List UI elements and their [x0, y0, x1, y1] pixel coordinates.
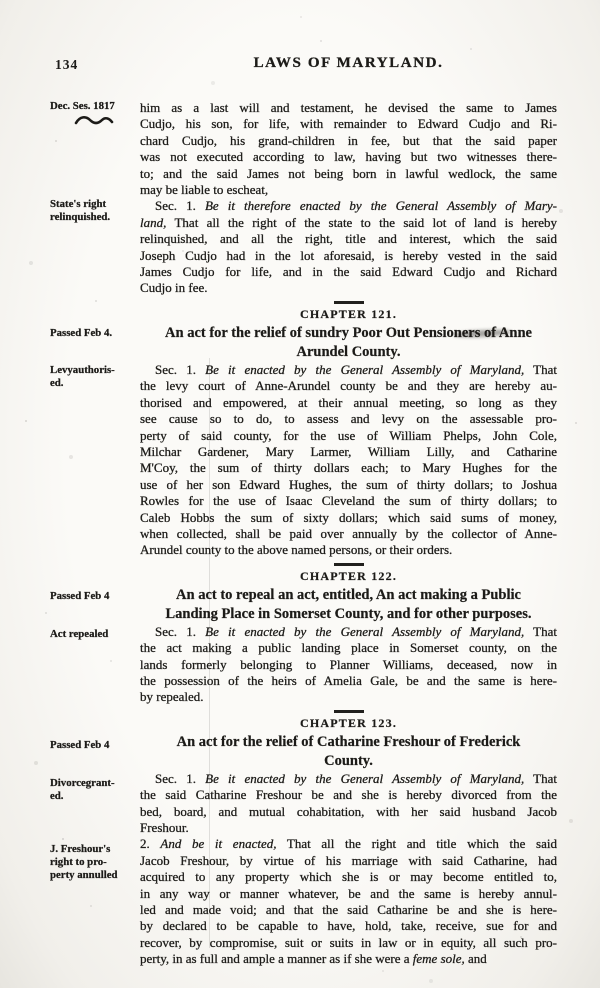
text-line: Dec. Ses. 1817 [50, 100, 115, 112]
text-line: lands formerly belonging to Planner Williams, deceased, now in [140, 656, 557, 672]
text-line: relinquished, and all the right, title and interest, which the said [140, 231, 557, 247]
text-line: the levy court of Anne-Arundel county be and they are hereby au- [140, 378, 557, 394]
text-line: Levyauthoris- [50, 364, 115, 376]
margin-note-passed-123 [50, 739, 138, 752]
section-brace-squiggle-icon [74, 115, 114, 127]
margin-note-property-annulled [50, 843, 138, 882]
text-line: use of her son Edward Hughes, the sum of thirty dollars; to Joshua [140, 476, 557, 492]
text-line: thorised and empowered, at their annual meeting, so long as they [140, 394, 557, 410]
text-line: Sec. 1. Be it therefore enacted by the General Assembly of Mary- [155, 198, 557, 214]
text-line: Sec. 1. Be it enacted by the General Assembly of Maryland, That [155, 361, 557, 377]
text-line: County. [324, 752, 373, 769]
text-line: An act for the relief of Catharine Freshour of Frederick [176, 733, 521, 750]
chapter-heading-123: CHAPTER 123. [299, 715, 398, 730]
margin-note-act-repealed [50, 628, 138, 641]
paragraph-will-continuation [140, 100, 557, 198]
text-line: Arundel county to the above named persons, or their orders. [140, 542, 453, 558]
text-line: perty of said county, for the use of William Phelps, John Cole, [140, 427, 557, 443]
text-line: Rowles for the use of Isaac Cleveland the sum of thirty dollars; to [140, 493, 557, 509]
text-line: to; and the said James not being born in lawful wedlock, the same [140, 165, 557, 181]
text-line: Passed Feb 4. [50, 327, 113, 339]
text-line: M'Coy, the sum of thirty dollars each; to Mary Hughes for the [140, 460, 557, 476]
text-line: Divorcegrant- [50, 777, 115, 789]
section-divider [334, 563, 364, 566]
text-line: by repealed. [140, 689, 204, 705]
page-number: 134 [55, 57, 79, 72]
text-line: may be liable to escheat, [140, 182, 269, 198]
margin-note-passed-121 [50, 327, 138, 340]
text-line: Sec. 1. Be it enacted by the General Assembly of Maryland, That [155, 770, 557, 786]
paragraph-ch123-sec1 [140, 771, 557, 968]
act-title-122 [140, 586, 557, 624]
text-line: An act to repeal an act, entitled, An act making a Public [176, 586, 521, 603]
text-line: Passed Feb 4 [50, 590, 110, 602]
chapter-heading-121: CHAPTER 121. [299, 306, 398, 321]
section-divider [334, 301, 364, 304]
text-line: land, That all the right of the state to the said lot of land is hereby [140, 214, 557, 230]
margin-note-divorce-granted [50, 777, 138, 803]
chapter-heading-122: CHAPTER 122. [299, 568, 398, 583]
section-divider [334, 710, 364, 713]
text-line: recover, by compromise, suit or suits in law or in equity, all such pro- [140, 934, 557, 950]
text-line: Act repealed [50, 628, 109, 640]
paper-noise [0, 0, 2, 2]
text-line: ed. [50, 377, 64, 389]
margin-note-levy-authorised [50, 364, 138, 390]
paragraph-state-right-sec1 [140, 198, 557, 296]
margin-note-passed-122 [50, 590, 138, 603]
text-line: Jacob Freshour, by virtue of his marriage with said Catharine, had [140, 852, 557, 868]
text-line: Cudjo, his son, for life, with remainder to Edward Cudjo and Ri- [140, 116, 557, 132]
act-title-123 [140, 733, 557, 771]
margin-note-session [50, 100, 138, 127]
paragraph-ch122-sec1 [140, 624, 557, 706]
text-line: him as a last will and testament, he devised the same to James [140, 100, 557, 115]
margin-note-text [50, 100, 138, 113]
text-line: right to pro- [50, 856, 107, 868]
text-line: Caleb Hobbs the sum of sixty dollars; which said sums of money, [140, 509, 557, 525]
text-line: see cause so to do, to assess and levy on the assessable pro- [140, 411, 557, 427]
text-line: perty, in as full and ample a manner as if she were a feme sole, and [140, 951, 487, 967]
text-line: Joseph Cudjo had in the lot aforesaid, is hereby vested in the said [140, 247, 557, 263]
text-line: acquired to any property which she is or may become entitled to, [140, 869, 557, 885]
text-line: 2. And be it enacted, That all the right and title which the said [140, 836, 557, 852]
text-line: Freshour. [140, 820, 189, 835]
text-line: J. Freshour's [50, 843, 111, 855]
text-line: relinquished. [50, 211, 111, 223]
paragraph-ch121-sec1 [140, 362, 557, 559]
running-header: LAWS OF MARYLAND. [253, 55, 444, 71]
text-line: led and made void; and that the said Catharine be and she is here- [140, 902, 557, 918]
text-line: Cudjo in fee. [140, 280, 208, 296]
text-line: Landing Place in Somerset County, and for other purposes. [165, 605, 532, 622]
text-line: State's right [50, 198, 107, 210]
text-line: the possession of the heirs of Amelia Gale, be and the same is here- [140, 672, 557, 688]
text-line: ed. [50, 790, 64, 802]
margin-note-states-right [50, 198, 138, 224]
text-line: Passed Feb 4 [50, 739, 110, 751]
text-line: chard Cudjo, his grand-children in fee, but that the said paper [140, 132, 557, 148]
text-line: Milchar Gardener, Mary Larmer, William Lilly, and Catharine [140, 443, 557, 459]
text-line: bed, board, and mutual cohabitation, with her said husband Jacob [140, 803, 557, 819]
text-line: by declared to be capable to have, hold, take, receive, sue for and [140, 918, 557, 934]
text-column [140, 100, 557, 968]
text-line: when collected, shall be paid over annually by the collector of Anne- [140, 525, 557, 541]
text-line: An act for the relief of sundry Poor Out Pensioners of Anne [165, 324, 532, 341]
text-line: James Cudjo for life, and in the said Edward Cudjo and Richard [140, 264, 557, 280]
text-line: perty annulled [50, 869, 118, 881]
text-line: was not executed according to law, having but two witnesses there- [140, 149, 557, 165]
text-line: Arundel County. [296, 343, 401, 360]
text-line: the said Catharine Freshour be and she is hereby divorced from the [140, 787, 557, 803]
text-line: the act making a public landing place in Somerset county, on the [140, 640, 557, 656]
text-line: Sec. 1. Be it enacted by the General Assembly of Maryland, That [155, 623, 557, 639]
text-line: in any way or manner whatever, be and the same is hereby annul- [140, 885, 557, 901]
